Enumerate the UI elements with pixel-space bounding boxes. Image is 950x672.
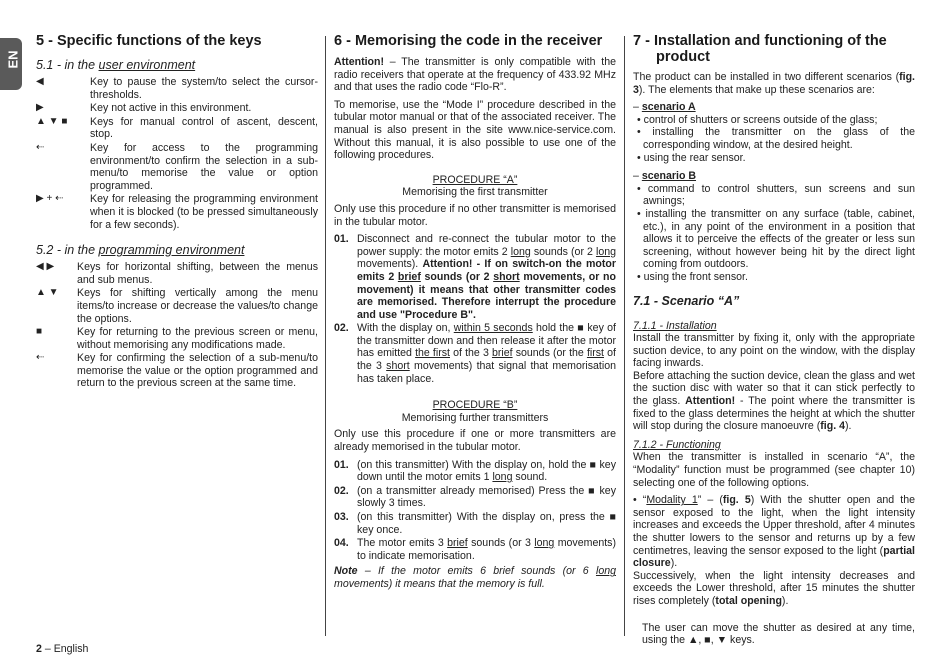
manual-control-note: The user can move the shutter as desired at any time, using the ▲, ■, ▼ keys. bbox=[642, 621, 915, 647]
key-row: ⇠ Key for confirming the selection of a sub-menu/to memorise the value or the option programmed and return to the previous screen at the same time. bbox=[36, 352, 318, 390]
language-tab bbox=[0, 38, 22, 90]
installation-paragraph-2: Before attaching the suction device, clean the glass and wet the suction disc with water so that it can stick perfectly to the glass. Attention! - The point where the transmitter is fixed to the glass determines the height at which the shutter will stop during the closure manoeuvre (fig. 4). bbox=[633, 369, 915, 433]
column-divider-1 bbox=[325, 36, 326, 636]
section-6-title: 6 - Memorising the code in the receiver bbox=[334, 33, 603, 49]
section-7-title: 7 - Installation and functioning of the product bbox=[633, 33, 887, 65]
modality-1-continued: Successively, when the light intensity decreases and exceeds the Lower threshold, after 15 minutes the shutter rises completely (total opening). bbox=[633, 569, 915, 607]
key-symbol: ■ bbox=[36, 326, 43, 338]
key-row: ▶ Key not active in this environment. bbox=[36, 102, 252, 115]
section-7-intro: The product can be installed in two different scenarios (fig. 3). The elements that make up these scenarios are: bbox=[633, 71, 915, 96]
step-b-03: 03. (on this transmitter) With the display on, press the ■ key once. bbox=[334, 511, 616, 536]
prog-keys-list bbox=[36, 261, 318, 390]
key-row: ◀ Key to pause the system/to select the cursor-thresholds. bbox=[36, 76, 318, 101]
column-divider-2 bbox=[624, 36, 625, 636]
key-row: ◀ ▶ Keys for horizontal shifting, between the menus and sub menus. bbox=[36, 261, 318, 286]
key-symbol: ▲ ▼ ■ bbox=[36, 115, 68, 127]
page-number: 2 bbox=[36, 643, 42, 655]
key-row: ■ Key for returning to the previous screen or menu, without memorising any modifications made. bbox=[36, 326, 318, 351]
step-b-04: 04. The motor emits 3 brief sounds (or 3 long movements) to indicate memorisation. bbox=[334, 537, 617, 562]
key-row: ▲ ▼ Keys for shifting vertically among the menu items/to increase or decrease the values/to change the options. bbox=[36, 287, 318, 325]
section-5-title: 5 - Specific functions of the keys bbox=[36, 33, 262, 49]
functioning-paragraph: When the transmitter is installed in scenario “A”, the “Modality” function must be programmed (see chapter 10) selecting one of the following options. bbox=[633, 451, 915, 489]
key-symbol: ◀ bbox=[36, 76, 44, 87]
scenario-a-block: – scenario A • control of shutters or screens outside of the glass; • installing the transmitter on the glass of the corresponding window, at the desired height. • using the rear sensor. bbox=[633, 101, 915, 164]
step-a-01: 01. Disconnect and re-connect the tubular motor to the power supply: the motor emits 2 long sounds (or 2 long movements). Attention! - If on switch-on the motor emits 2 brief sounds (or 2 short movements, or no movement) it means that other transmitter codes are memorised. Therefore interrupt the procedure and use "Procedure B". bbox=[334, 233, 617, 321]
section-5-2-heading: 5.2 - in the programming environment bbox=[36, 243, 245, 258]
footer-language: – English bbox=[44, 643, 89, 655]
page-footer bbox=[36, 643, 88, 655]
procedure-a-heading: PROCEDURE “A” Memorising the first transmitter bbox=[402, 173, 548, 199]
key-symbol: ⇠ bbox=[36, 141, 45, 153]
key-symbol: ▶ + ⇠ bbox=[36, 193, 64, 205]
key-symbol: ◀ ▶ bbox=[36, 261, 55, 273]
intro-paragraph: To memorise, use the “Mode I” procedure described in the tubular motor manual or that of the associated receiver. The manual is also present in the site www.nice-service.com. Without this manual, it is also possible to use one of the following procedures. bbox=[334, 98, 616, 162]
key-symbol: ⇠ bbox=[36, 352, 45, 364]
column-memorising bbox=[334, 33, 616, 596]
procedure-b-intro: Only use this procedure if one or more transmitters are already memorised in the tubular motor. bbox=[334, 428, 616, 454]
language-tab-label: EN bbox=[5, 50, 21, 69]
section-7-1-2-heading: 7.1.2 - Functioning bbox=[633, 438, 721, 451]
scenario-b-block: – scenario B • command to control shutters, sun screens and sun awnings; • installing the transmitter on any surface (table, cabinet, etc.), in any point of the environment in a position that allows it to perceive the effects of the greater or less sun screening, without however being hit by the direct light coming from outdoors. • using the front sensor. bbox=[633, 170, 915, 283]
column-installation bbox=[633, 33, 915, 652]
procedure-a-intro: Only use this procedure if no other transmitter is memorised in the tubular motor. bbox=[334, 202, 616, 228]
section-7-1-1-heading: 7.1.1 - Installation bbox=[633, 319, 717, 332]
section-7-1-heading: 7.1 - Scenario “A” bbox=[633, 293, 740, 308]
key-symbol: ▶ bbox=[36, 102, 44, 114]
key-row: ▶ + ⇠ Key for releasing the programming environment when it is blocked (to be pressed simultaneously for a few seconds). bbox=[36, 193, 318, 231]
step-b-01: 01. (on this transmitter) With the display on, hold the ■ key down until the motor emits 1 long sound. bbox=[334, 458, 616, 484]
memory-full-note: Note – If the motor emits 6 brief sounds (or 6 long movements) it means that the memory is full. bbox=[334, 565, 616, 590]
column-keys bbox=[36, 33, 318, 391]
section-5-1-heading: 5.1 - in the user environment bbox=[36, 58, 196, 72]
step-b-02: 02. (on a transmitter already memorised) Press the ■ key slowly 3 times. bbox=[334, 484, 616, 510]
procedure-b-heading: PROCEDURE “B” Memorising further transmitters bbox=[401, 399, 549, 424]
modality-1-paragraph: • “Modality 1” – (fig. 5) With the shutter open and the sensor exposed to the light, when the light intensity increases and exceeds the Upper threshold, after 4 minutes the shutter lowers to the sensor and returns up by a few centimetres, leaving the sensor exposed to the light (partial closure). bbox=[633, 494, 915, 570]
attention-paragraph: Attention! – The transmitter is only compatible with the radio receivers that operate at the frequency of 433.92 MHz and that uses the radio code “Flo-R”. bbox=[334, 56, 616, 94]
user-keys-list bbox=[36, 76, 318, 231]
step-a-02: 02. With the display on, within 5 seconds hold the ■ key of the transmitter down and then release it after the motor has emitted the first of the 3 brief sounds (or the first of the 3 short movements) that signal that memorisation has taken place. bbox=[334, 322, 616, 385]
key-row: ▲ ▼ ■ Keys for manual control of ascent, descent, stop. bbox=[36, 115, 318, 141]
key-row: ⇠ Key for access to the programming environment/to confirm the selection in a sub-menu/to memorise the value or option programmed. bbox=[36, 141, 318, 192]
key-symbol: ▲ ▼ bbox=[36, 287, 59, 299]
installation-paragraph-1: Install the transmitter by fixing it, only with the appropriate suction device, to any point on the window, with the display facing inwards. bbox=[633, 332, 915, 370]
